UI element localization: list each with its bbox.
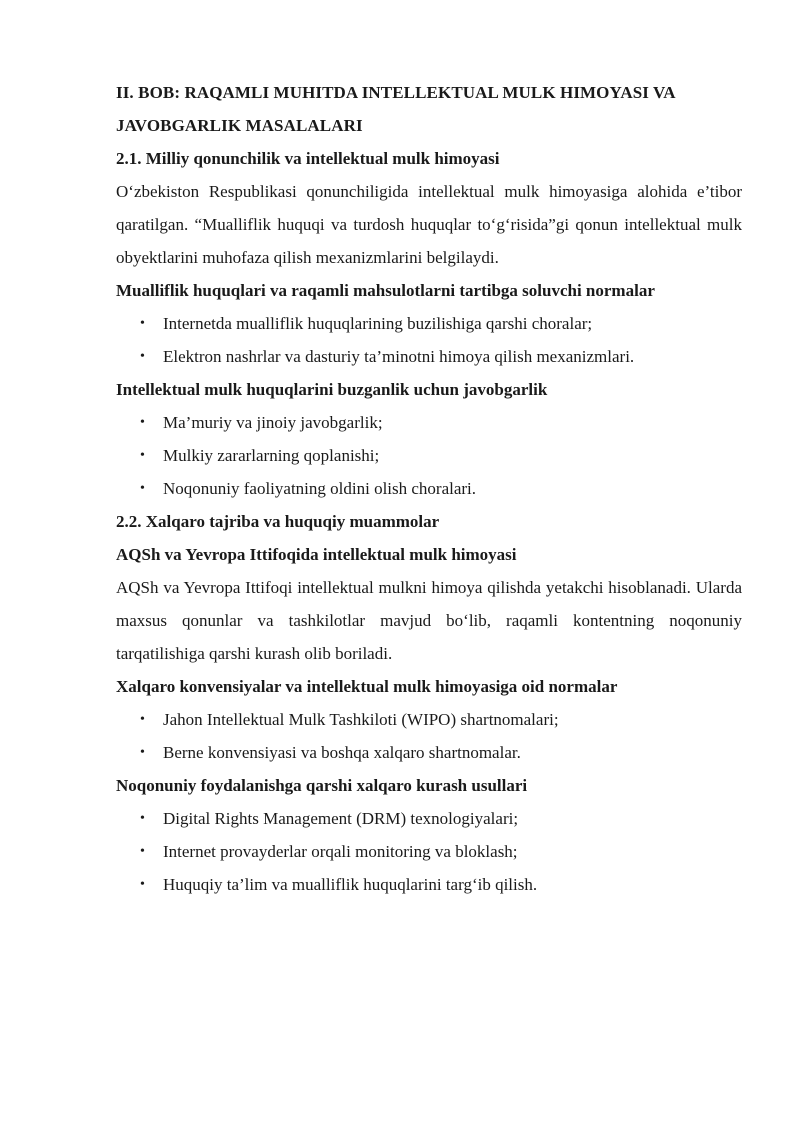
list-item: • Ma’muriy va jinoiy javobgarlik; bbox=[116, 406, 742, 439]
chapter-title: II. BOB: RAQAMLI MUHITDA INTELLEKTUAL MULK HIMOYASI VA JAVOBGARLIK MASALALARI bbox=[116, 83, 675, 135]
bullet-icon: • bbox=[140, 415, 145, 430]
copyright-norms-list bbox=[116, 307, 742, 373]
subheading-copyright-norms: Mualliflik huquqlari va raqamli mahsulotlarni tartibga soluvchi normalar bbox=[116, 281, 655, 300]
section-title-2-1: 2.1. Milliy qonunchilik va intellektual mulk himoyasi bbox=[116, 149, 500, 168]
list-item: • Huquqiy ta’lim va mualliflik huquqlarini targ‘ib qilish. bbox=[116, 868, 742, 901]
list-item: • Internet provayderlar orqali monitoring va bloklash; bbox=[116, 835, 742, 868]
subheading-anti-piracy: Noqonuniy foydalanishga qarshi xalqaro kurash usullari bbox=[116, 776, 528, 795]
bullet-icon: • bbox=[140, 448, 145, 463]
bullet-icon: • bbox=[140, 712, 145, 727]
list-item: • Elektron nashrlar va dasturiy ta’minotni himoya qilish mexanizmlari. bbox=[116, 340, 742, 373]
conventions-list bbox=[116, 703, 742, 769]
list-item: • Berne konvensiyasi va boshqa xalqaro shartnomalar. bbox=[116, 736, 742, 769]
bullet-icon: • bbox=[140, 316, 145, 331]
subheading-usa-eu: AQSh va Yevropa Ittifoqida intellektual mulk himoyasi bbox=[116, 545, 517, 564]
list-item: • Jahon Intellektual Mulk Tashkiloti (WIPO) shartnomalari; bbox=[116, 703, 742, 736]
bullet-icon: • bbox=[140, 481, 145, 496]
bullet-icon: • bbox=[140, 349, 145, 364]
section-title-2-2: 2.2. Xalqaro tajriba va huquqiy muammolar bbox=[116, 512, 440, 531]
bullet-icon: • bbox=[140, 745, 145, 760]
bullet-icon: • bbox=[140, 844, 145, 859]
subheading-conventions: Xalqaro konvensiyalar va intellektual mulk himoyasiga oid normalar bbox=[116, 677, 618, 696]
liability-list bbox=[116, 406, 742, 505]
subheading-liability: Intellektual mulk huquqlarini buzganlik uchun javobgarlik bbox=[116, 380, 548, 399]
anti-piracy-list bbox=[116, 802, 742, 901]
list-item: • Mulkiy zararlarning qoplanishi; bbox=[116, 439, 742, 472]
list-item: • Digital Rights Management (DRM) texnologiyalari; bbox=[116, 802, 742, 835]
list-item: • Internetda mualliflik huquqlarining buzilishiga qarshi choralar; bbox=[116, 307, 742, 340]
document-page bbox=[116, 76, 742, 901]
bullet-icon: • bbox=[140, 811, 145, 826]
list-item: • Noqonuniy faoliyatning oldini olish choralari. bbox=[116, 472, 742, 505]
section-2-1-paragraph: O‘zbekiston Respublikasi qonunchiligida intellektual mulk himoyasiga alohida e’tibor qaratilgan. “Mualliflik huquqi va turdosh huquqlar to‘g‘risida”gi qonun intellektual mulk obyektlarini muhofaza qilish mexanizmlarini belgilaydi. bbox=[116, 182, 742, 267]
usa-eu-paragraph: AQSh va Yevropa Ittifoqi intellektual mulkni himoya qilishda yetakchi hisoblanadi. Ularda maxsus qonunlar va tashkilotlar mavjud bo‘lib, raqamli kontentning noqonuniy tarqatilishiga qarshi kurash olib boriladi. bbox=[116, 578, 742, 663]
bullet-icon: • bbox=[140, 877, 145, 892]
